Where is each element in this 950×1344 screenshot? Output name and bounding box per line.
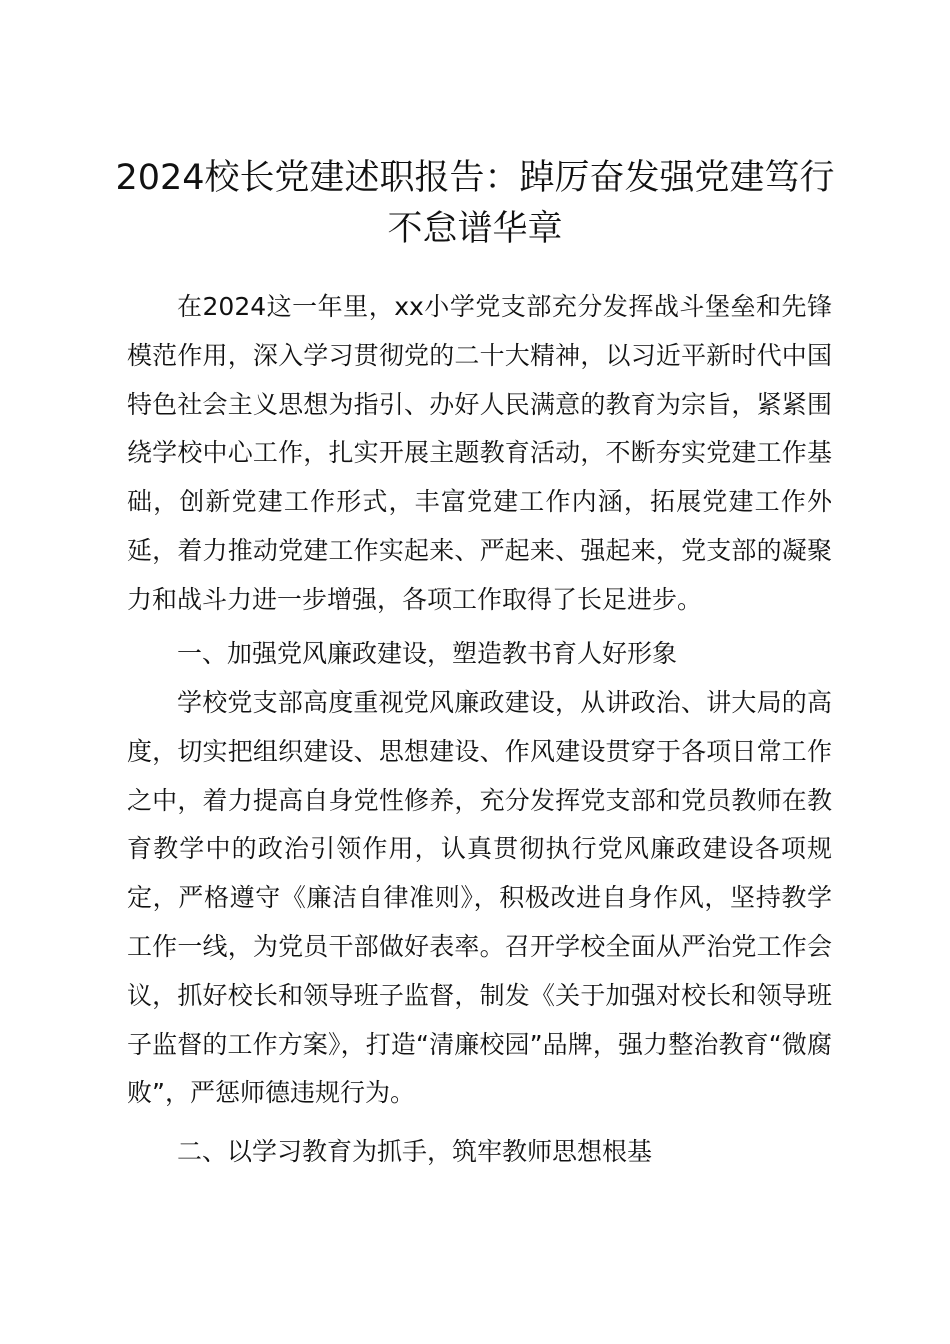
document-title: 2024校长党建述职报告：踔厉奋发强党建笃行不怠谱华章 <box>115 158 835 249</box>
intro-paragraph: 在2024这一年里，xx小学党支部充分发挥战斗堡垒和先锋模范作用，深入学习贯彻党的二十大精神，以习近平新时代中国特色社会主义思想为指引、办好人民满意的教育为宗旨，紧紧围绕学校中心工作，扎实开展主题教育活动，不断夯实党建工作基础，创新党建工作形式，丰富党建工作内涵，拓展党建工作外延，着力推动党建工作实起来、严起来、强起来，党支部的凝聚力和战斗力进一步增强，各项工作取得了长足进步。 <box>127 292 832 614</box>
section-heading-1: 一、加强党风廉政建设，塑造教书育人好形象 <box>177 639 678 668</box>
section-heading-2: 二、以学习教育为抓手，筑牢教师思想根基 <box>177 1137 653 1166</box>
section-1-paragraph: 学校党支部高度重视党风廉政建设，从讲政治、讲大局的高度，切实把组织建设、思想建设、作风建设贯穿于各项日常工作之中，着力提高自身党性修养，充分发挥党支部和党员教师在教育教学中的政治引领作用，认真贯彻执行党风廉政建设各项规定，严格遵守《廉洁自律准则》，积极改进自身作风，坚持教学工作一线，为党员干部做好表率。召开学校全面从严治党工作会议，抓好校长和领导班子监督，制发《关于加强对校长和领导班子监督的工作方案》，打造“清廉校园”品牌，强力整治教育“微腐败”，严惩师德违规行为。 <box>127 688 832 1108</box>
